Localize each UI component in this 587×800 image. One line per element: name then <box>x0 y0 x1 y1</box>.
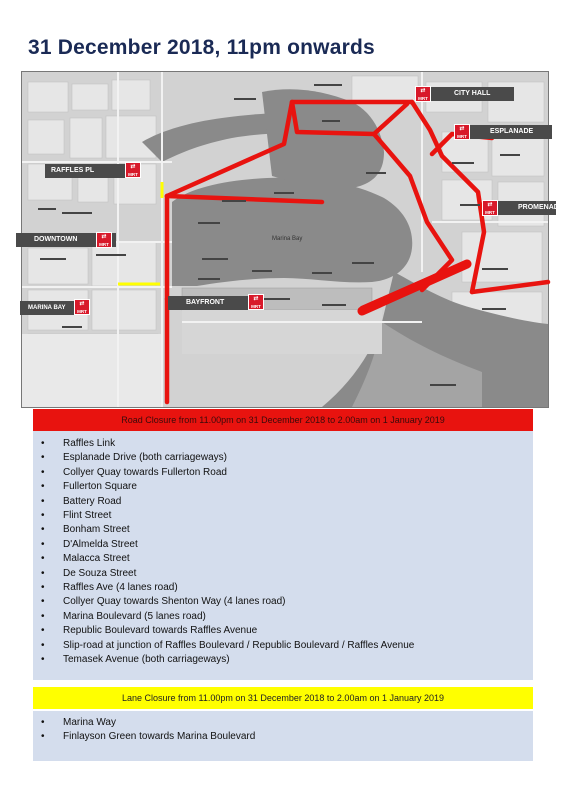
list-item: • Slip-road at junction of Raffles Boulevard / Republic Boulevard / Raffles Avenue <box>37 639 533 653</box>
mrt-logo-icon: ⇄ MRT <box>248 294 264 310</box>
station-promenade: PROMENADE <box>496 201 556 215</box>
list-item: • Marina Way <box>37 716 533 730</box>
list-item: • Flint Street <box>37 509 533 523</box>
list-item: • Finlayson Green towards Marina Boulevard <box>37 730 533 744</box>
mrt-logo-icon: ⇄ MRT <box>454 124 470 140</box>
list-item: • Raffles Ave (4 lanes road) <box>37 581 533 595</box>
road-closure-list <box>33 431 533 680</box>
list-item: • Marina Boulevard (5 lanes road) <box>37 610 533 624</box>
station-bayfront: BAYFRONT <box>168 296 252 310</box>
lane-closure-list <box>33 711 533 761</box>
closure-map <box>21 71 564 408</box>
list-item: • Fullerton Square <box>37 480 533 494</box>
list-item: • Temasek Avenue (both carriageways) <box>37 653 533 667</box>
mrt-logo-icon: ⇄ MRT <box>96 232 112 248</box>
list-item: • Collyer Quay towards Shenton Way (4 lanes road) <box>37 595 533 609</box>
list-item: • Malacca Street <box>37 552 533 566</box>
list-item: • Battery Road <box>37 495 533 509</box>
list-item: • Collyer Quay towards Fullerton Road <box>37 466 533 480</box>
station-downtown: DOWNTOWN <box>16 233 116 247</box>
list-item: • Republic Boulevard towards Raffles Avenue <box>37 624 533 638</box>
list-item: • De Souza Street <box>37 567 533 581</box>
list-item: • Raffles Link <box>37 437 533 451</box>
station-marina-bay: MARINA BAY <box>20 301 74 315</box>
list-item: • Esplanade Drive (both carriageways) <box>37 451 533 465</box>
station-city-hall: CITY HALL <box>428 87 514 101</box>
road-closure-heading: Road Closure from 11.00pm on 31 December 2018 to 2.00am on 1 January 2019 <box>33 409 533 431</box>
mrt-logo-icon: ⇄ MRT <box>415 86 431 102</box>
bay-label: Marina Bay <box>272 236 303 242</box>
lane-closure-heading: Lane Closure from 11.00pm on 31 December 2018 to 2.00am on 1 January 2019 <box>33 687 533 709</box>
mrt-logo-icon: ⇄ MRT <box>74 299 90 315</box>
list-item: • Bonham Street <box>37 523 533 537</box>
mrt-logo-icon: ⇄ MRT <box>482 200 498 216</box>
station-esplanade: ESPLANADE <box>466 125 552 139</box>
station-raffles-place: RAFFLES PL <box>45 164 139 178</box>
list-item: • D'Almelda Street <box>37 538 533 552</box>
page-title: 31 December 2018, 11pm onwards <box>28 36 375 59</box>
mrt-logo-icon: ⇄ MRT <box>125 162 141 178</box>
